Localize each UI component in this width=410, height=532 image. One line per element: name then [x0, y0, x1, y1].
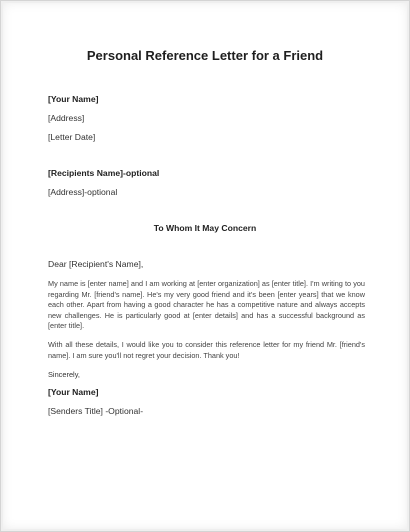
subject-line: To Whom It May Concern [153, 223, 257, 233]
document-title: Personal Reference Letter for a Friend [86, 48, 324, 63]
body-paragraph: With all these details, I would like you to consider this reference letter for my friend Mr. [friend's name]. I am sure you'll not regret your decision. Thank you! [48, 340, 365, 360]
signature-name: [Your Name] [48, 387, 99, 397]
recipient-address: [Address]-optional [48, 187, 118, 197]
recipient-name: [Recipients Name]-optional [48, 168, 160, 178]
letter-date: [Letter Date] [48, 132, 96, 142]
salutation: Dear [Recipient's Name], [48, 259, 144, 269]
sender-name: [Your Name] [48, 94, 99, 104]
signature-title: [Senders Title] -Optional- [48, 406, 144, 416]
body-paragraph: My name is [enter name] and I am working at [enter organization] as [enter title]. I'm writing to you regarding Mr. [friend's name]. He's my very good friend and it's been [enter years] that we know each other. Apart from having a good character he has a competitive nature and always accepts new challenges. He is particularly good at [enter details] and has a successful background as [enter title]. [48, 279, 365, 331]
closing: Sincerely, [48, 370, 80, 379]
sender-address: [Address] [48, 113, 85, 123]
